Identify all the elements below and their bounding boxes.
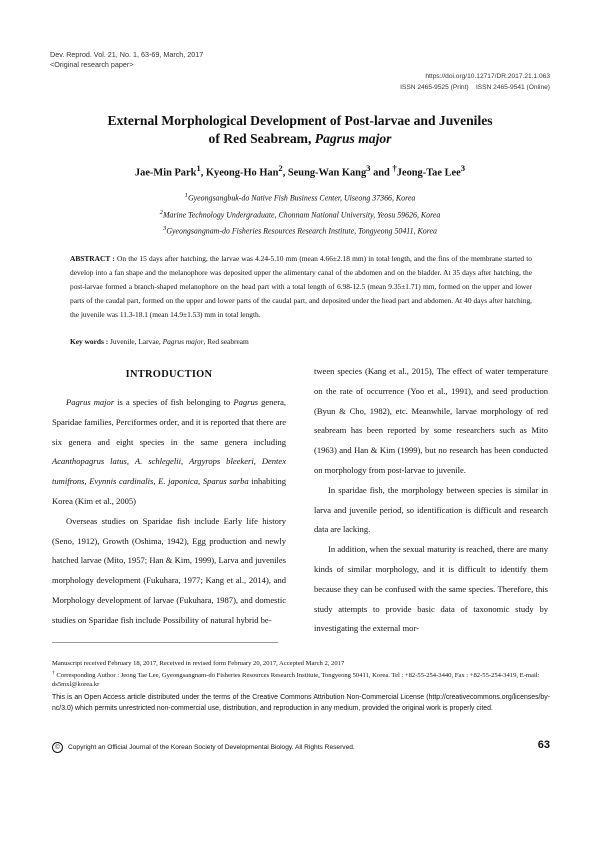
paragraph-text: ,	[198, 476, 203, 487]
author-separator: and	[370, 167, 393, 179]
license-statement: This is an Open Access article distributed under the terms of the Creative Commons Attribution Non-Commercial License (http://creativecommons.org/licenses/by-nc/3.0) which permits unrestricted non-commercial use, distribution, and reproduction in any medium, provided the original work is properly cited.	[52, 694, 550, 712]
keywords	[70, 337, 532, 346]
corresponding-author-note	[52, 669, 550, 690]
author-affil-sup: 2	[278, 163, 283, 173]
species-name: Evynnis cardinalis	[89, 476, 154, 487]
abstract	[70, 252, 532, 322]
keywords-species: Pagrus major	[162, 337, 204, 346]
paper-type: <Original research paper>	[50, 59, 134, 69]
paragraph-text: ,	[253, 456, 262, 467]
author-affil-sup: 3	[366, 163, 371, 173]
author-name: Kyeong-Ho Han	[205, 167, 279, 179]
affiliation-text: Gyeongsangnam-do Fisheries Resources Research Institute, Tongyeong 50411, Korea	[166, 226, 437, 236]
paragraph-text: ,	[153, 476, 159, 487]
doi-block	[400, 72, 550, 93]
dagger-mark: †	[52, 669, 55, 676]
author-name: Jae-Min Park	[134, 167, 197, 179]
keywords-label: Key words :	[70, 337, 109, 346]
author-name: Jeong-Tae Lee	[396, 167, 461, 179]
affiliation-sup: 2	[159, 208, 163, 216]
footnotes	[52, 659, 550, 690]
abstract-label: ABSTRACT :	[70, 254, 115, 263]
species-name: Sparus sarba	[202, 476, 249, 487]
copyright-line	[52, 742, 355, 753]
author-list	[40, 163, 560, 178]
title-line-1: External Morphological Development of Post-larvae and Juveniles	[107, 113, 493, 128]
paragraph-text: ,	[126, 456, 135, 467]
title-species: Pagrus major	[314, 131, 392, 146]
doi-link[interactable]: https://doi.org/10.12717/DR.2017.21.1.063	[425, 73, 550, 80]
body-column-left	[52, 362, 286, 631]
affiliation-sup: 1	[184, 192, 188, 199]
species-name: A. schlegelii	[134, 456, 181, 467]
affiliation-text: Gyeongsangbuk-do Native Fish Business Center, Uiseong 37366, Korea	[187, 193, 416, 203]
section-heading-introduction: INTRODUCTION	[125, 369, 213, 380]
title-line-2	[60, 130, 540, 148]
author-affil-sup: 1	[196, 163, 201, 173]
journal-header	[50, 50, 203, 69]
species-name: Pagrus major	[66, 397, 115, 407]
body-column-right	[314, 362, 548, 639]
title-line-2-text: of Red Seabream,	[208, 131, 315, 146]
affiliation-text: Marine Technology Undergraduate, Chonnam National University, Yeosu 59626, Korea	[162, 210, 441, 220]
author-name: Seung-Wan Kang	[287, 167, 367, 179]
paragraph-text: ,	[180, 456, 190, 467]
intro-paragraph-2: Overseas studies on Sparidae fish include Early life history (Seno, 1912), Growth (Oshima, 1942), Egg production and newly hatched larvae (Mito, 1957; Han & Kim, 1999), Larva and juveniles morphology development (Fukuhara, 1977; Kang et al., 2014), and Morphology development of larvae (Fukuhara, 1987), and domestic studies on Sparidae fish include Possibility of natural hybrid be-	[52, 515, 286, 625]
paragraph-text: is a species of fish belonging to	[114, 397, 234, 407]
paragraph-text: ,	[84, 476, 90, 487]
affiliation-item	[40, 222, 560, 239]
species-name: E. japonica	[158, 476, 199, 487]
issn-line: ISSN 2465-9525 (Print) ISSN 2465-9541 (Online)	[400, 83, 550, 91]
affiliation-item	[40, 206, 560, 223]
species-name: Argyrops bleekeri	[189, 456, 254, 467]
corresponding-author-text: Corresponding Author : Jeong Tae Lee, Gyeongsangnam-do Fisheries Resources Research Institute, Tongyeong 50411, Korea. Tel : +82-55-254-3440, Fax : +82-55-254-3419, E-mail: ds5mxl@korea.kr	[52, 671, 540, 689]
intro-paragraph-1	[52, 393, 286, 512]
corresponding-dagger: †	[392, 163, 397, 173]
species-name: Acanthopagrus latus	[52, 456, 127, 467]
keywords-text: Juvenile, Larvae,	[110, 337, 163, 346]
page-number: 63	[537, 739, 550, 751]
affiliation-sup: 3	[163, 225, 167, 233]
paragraph-text: genera, Sparidae families, Perciformes order, and it is reported that there are six genera and eight species in the same genera including	[52, 397, 287, 447]
intro-paragraph-5: In addition, when the sexual maturity is reached, there are many kinds of similar morphology, and it is difficult to identify them because they can be confused with the same species. Therefore, this study attempts to provide basic data of taxonomic study by investigating the external mor-	[314, 544, 548, 634]
manuscript-dates: Manuscript received February 18, 2017, Received in revised form February 20, 2017, Accepted March 2, 2017	[52, 660, 345, 667]
author-separator: ,	[282, 167, 288, 179]
abstract-text: On the 15 days after hatching, the larvae was 4.24-5.10 mm (mean 4.66±2.18 mm) in total length, and the fins of the membrane started to develop into a fan shape and the melanophore was deposited upper the alimentary canal of the abdomen and on the bladder. At 35 days after hatching, the post-larvae formed a branch-shaped melanophore on the head part with a total length of 6.98-12.5 (mean 9.35±1.71) mm, formed on the upper and lower parts of the caudal part, formed on the upper and lower parts of the caudal part, and deposited under the head part and abdomen. At 40 days after hatching, the juvenile was 11.3-18.1 (mean 14.9±1.53) mm in total length.	[70, 254, 532, 319]
paragraph-text: inhabiting Korea (Kim et al., 2005)	[52, 476, 287, 506]
keywords-text-end: , Red seabream	[203, 337, 249, 346]
footnote-divider	[52, 642, 278, 643]
species-name: Dentex tumifrons	[52, 456, 287, 487]
affiliation-item	[40, 189, 560, 206]
affiliation-list	[40, 189, 560, 239]
intro-paragraph-4: In sparidae fish, the morphology between species is similar in larva and juvenile period, so identification is difficult and research data are lacking.	[314, 484, 548, 535]
genus-name: Pagrus	[233, 397, 259, 407]
author-affil-sup: 3	[460, 163, 466, 173]
author-separator: ,	[200, 167, 206, 179]
copyright-icon: ©	[52, 742, 63, 753]
journal-citation: Dev. Reprod. Vol. 21, No. 1, 63-69, March, 2017	[50, 50, 204, 59]
paper-title	[60, 112, 540, 148]
copyright-text: Copyright an Official Journal of the Korean Society of Developmental Biology. All Rights Reserved.	[68, 744, 355, 751]
intro-paragraph-3: tween species (Kang et al., 2015), The effect of water temperature on the rate of occurrence (Yoo et al., 1991), and seed production (Byun & Cho, 1982), etc. Meanwhile, larvae morphology of red seabream has been reported by some researchers such as Mito (1963) and Han & Kim (1999), but no research has been conducted on morphology from post-larvae to juvenile.	[314, 366, 548, 475]
